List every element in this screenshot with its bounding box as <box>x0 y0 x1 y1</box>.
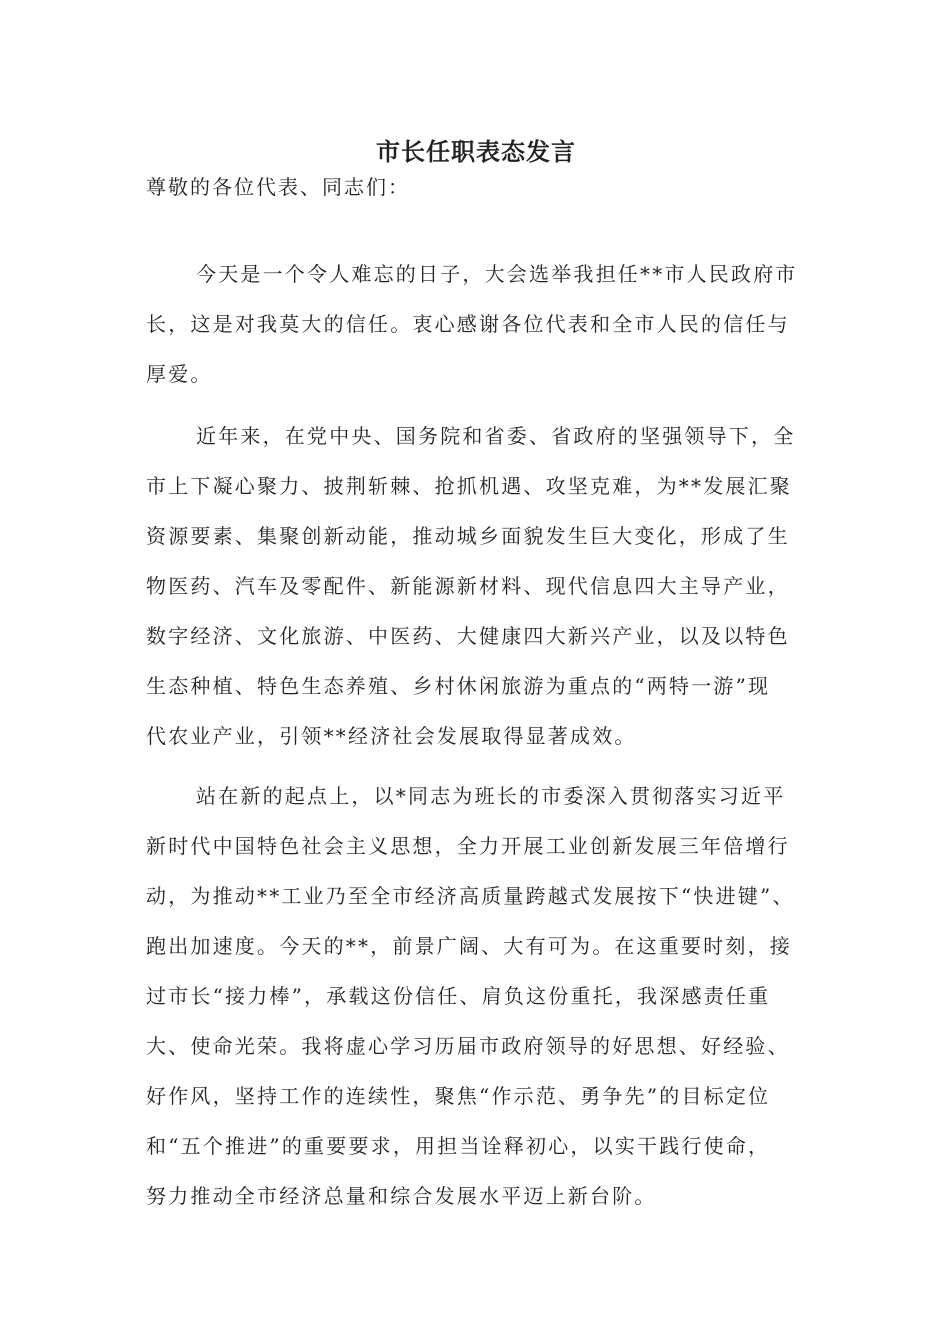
paragraph-line: 过市长“接力棒”，承载这份信任、肩负这份重托，我深感责任重 <box>146 984 771 1008</box>
paragraph-line: 大、使命光荣。我将虚心学习历届市政府领导的好思想、好经验、 <box>146 1034 790 1058</box>
paragraph-line: 资源要素、集聚创新动能，推动城乡面貌发生巨大变化，形成了生 <box>146 524 790 548</box>
paragraph-line: 跑出加速度。今天的**，前景广阔、大有可为。在这重要时刻，接 <box>146 934 792 958</box>
paragraph-line: 生态种植、特色生态养殖、乡村休闲旅游为重点的“两特一游”现 <box>146 674 771 698</box>
paragraph-line: 动，为推动**工业乃至全市经济高质量跨越式发展按下“快进键”、 <box>146 884 795 908</box>
paragraph-3 <box>146 771 806 1221</box>
paragraph-line: 物医药、汽车及零配件、新能源新材料、现代信息四大主导产业， <box>146 574 790 598</box>
paragraph-line: 今天是一个令人难忘的日子，大会选举我担任**市人民政府市 <box>196 262 798 286</box>
paragraph-line: 厚爱。 <box>146 362 213 386</box>
paragraph-line: 好作风，坚持工作的连续性，聚焦“作示范、勇争先”的目标定位 <box>146 1084 771 1108</box>
paragraph-line: 数字经济、文化旅游、中医药、大健康四大新兴产业，以及以特色 <box>146 624 790 648</box>
document-title: 市长任职表态发言 <box>376 137 576 166</box>
paragraph-2 <box>146 411 806 761</box>
paragraph-line: 近年来，在党中央、国务院和省委、省政府的坚强领导下，全 <box>196 424 796 448</box>
paragraph-line: 新时代中国特色社会主义思想，全力开展工业创新发展三年倍增行 <box>146 834 790 858</box>
paragraph-line: 长，这是对我莫大的信任。衷心感谢各位代表和全市人民的信任与 <box>146 312 790 336</box>
paragraph-1 <box>146 249 806 399</box>
paragraph-line: 努力推动全市经济总量和综合发展水平迈上新台阶。 <box>146 1184 657 1208</box>
salutation: 尊敬的各位代表、同志们： <box>146 175 410 199</box>
paragraph-line: 站在新的起点上，以*同志为班长的市委深入贯彻落实习近平 <box>196 784 786 808</box>
paragraph-line: 代农业产业，引领**经济社会发展取得显著成效。 <box>146 724 637 748</box>
paragraph-line: 和“五个推进”的重要要求，用担当诠释初心，以实干践行使命， <box>146 1134 771 1158</box>
paragraph-line: 市上下凝心聚力、披荆斩棘、抢抓机遇、攻坚克难，为**发展汇聚 <box>146 474 792 498</box>
